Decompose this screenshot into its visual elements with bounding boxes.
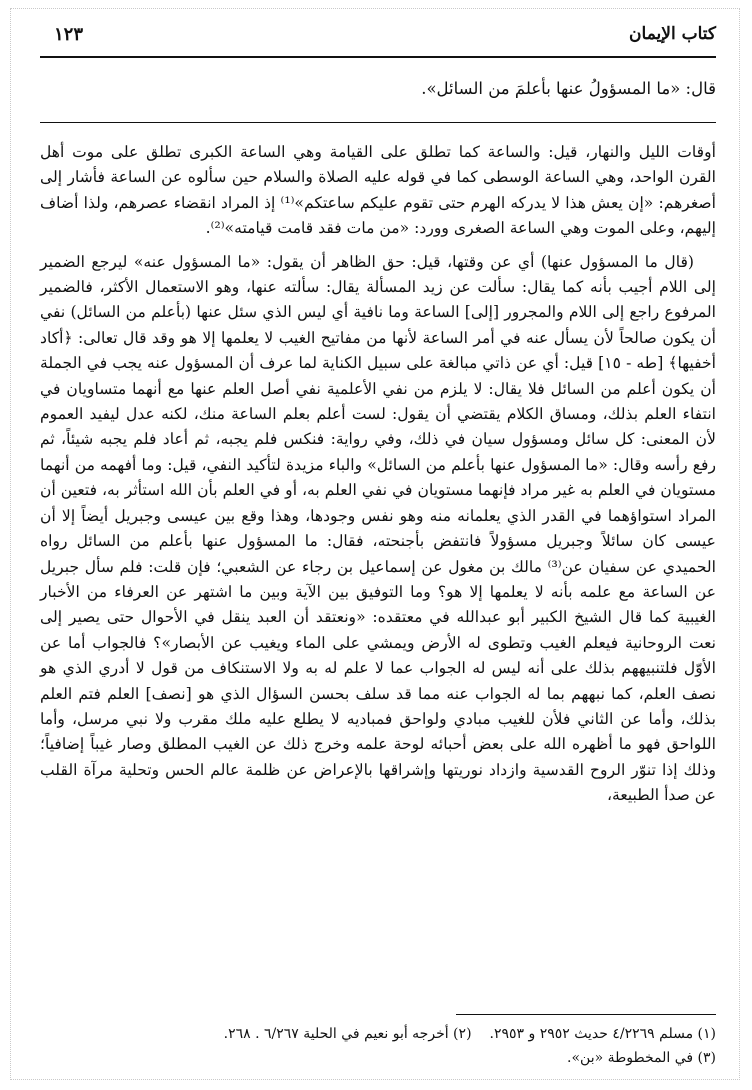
commentary-paragraph-1: أوقات الليل والنهار، قيل: والساعة كما تطلق على القيامة وهي الساعة الكبرى تطلق على موت أهل القرن الواحد، وهي الساعة الوسطى كما في قوله عليه الصلاة والسلام حين سألوه عن الساعة فأشار إلى أصغرهم: «إن يعش هذا لا يدركه الهرم حتى تقوم عليكم ساعتكم»⁽¹⁾ إذ المراد انقضاء عصرهم، ولذا أضاف إليهم، وعلى الموت وهي الساعة الصغرى وورد: «من مات فقد قامت قيامته»⁽²⁾. [40,143,716,238]
page-number: ١٢٣ [54,24,84,45]
commentary-paragraph-2: (قال ما المسؤول عنها) أي عن وقتها، قيل: حق الظاهر أن يقول: «ما المسؤول عنه» ليرجع الضمير إلى اللام أجيب بأنه كما يقال: سألت عن زيد المسألة يقال: سألته عنها، وهو الاستعمال الأكثر، فالضمير المرفوع راجع إلى اللام والمجرور [إلى] الساعة وما نافية أي ليس الذي سئل عنها (بأعلم من السائل) نفي أن يكون صالحاً لأن يسأل عنه في أمر الساعة لأنها من مفاتيح الغيب لا يعلمها إلا هو وقد قال تعالى: ﴿أكاد أخفيها﴾ [طه - ١٥] قيل: أي عن ذاتي مبالغة على سبيل الكناية لما عرف أن المسؤول عنه يجب في الجملة أن يكون أعلم من السائل فلا يقال: لا يلزم من نفي الأعلمية نفي أصل العلم عنها مع أنهما متساويان في انتفاء العلم بذلك، ومساق الكلام يقتضي أن يقول: لست أعلم بعلم الساعة منك، لكنه عدل ليفيد العموم لأن المعنى: كل سائل ومسؤول سيان في ذلك، وفي رواية: فنكس فلم يجبه، ثم أعاد فلم يجبه شيئاً، ثم رفع رأسه وقال: «ما المسؤول عنها بأعلم من السائل» والباء مزيدة لتأكيد النفي، قيل: وما أفهمه من أنهما مستويان في العلم به غير مراد فإنهما مستويان في نفي العلم به، أو في العلم بأن الله استأثر به، فتعين أن المراد استواؤهما في القدر الذي يعلمانه منه وهو نفس وجودها، وهذا وقع بين عيسى وجبريل أيضاً إلا أن عيسى كان سائلاً وجبريل مسؤولاً فانتفض بأجنحته، فقال: ما المسؤول عنها بأعلم من السائل رواه الحميدي عن سفيان عن⁽³⁾ مالك بن مغول عن إسماعيل بن رجاء عن الشعبي؛ فإن قلت: فلم سأل جبريل عن الساعة مع علمه بأنه لا يعلمها إلا هو؟ وما التوفيق بين الآية وبين ما اشتهر عن العرفاء من الأخبار الغيبية كما قال الشيخ الكبير أبو عبدالله في معتقده: «ونعتقد أن العبد ينقل في الأحوال حتى يصير إلى نعت الروحانية فيعلم الغيب وتطوى له الأرض ويمشي على الماء ويغيب عن الأبصار»؟ فالجواب أما عن الأوّل فلتنبيههم بذلك على أنه ليس له الجواب عما لا علم له به ولا الاستنكاف من قول لا أدري الذي هو نصف العلم، كما نبههم بما له الجواب عنه مما قد سلف بحسن السؤال الذي هو [نصف] العلم فتم العلم بذلك، وأما عن الثاني فلأن للغيب مبادي ولواحق فمباديه لا يطلع عليه ملك مقرب ولا نبي مرسل، وأما اللواحق فهو ما أظهره الله على بعض أحبائه لوحة علمه وخرج ذلك عن الغيب المطلق وصار غيباً إضافياً؛ وذلك إذا تنوّر الروح القدسية وازداد نوريتها وإشراقها بالإعراض عن ظلمة عالم الحس وتحلية مرآة القلب عن صدأ الطبيعة، [40,252,716,805]
commentary [40,140,716,817]
footnote-row [40,1022,716,1046]
footnote-rule [456,1014,716,1015]
footnote-2: (٢) أخرجه أبو نعيم في الحلية ٦/٢٦٧ . ٢٦٨. [223,1026,472,1042]
footnote-3: (٣) في المخطوطة «بن». [567,1050,716,1066]
footnotes [40,1022,716,1070]
footnote-1: (١) مسلم ٤/٢٢٦٩ حديث ٢٩٥٢ و ٢٩٥٣. [489,1026,716,1042]
matn-text: قال: «ما المسؤولُ عنها بأعلمَ من السائل». [421,79,716,98]
book-title: كتاب الإيمان [629,24,716,44]
matn-rule [40,122,716,123]
header-rule [40,56,716,58]
page-header [40,24,716,54]
